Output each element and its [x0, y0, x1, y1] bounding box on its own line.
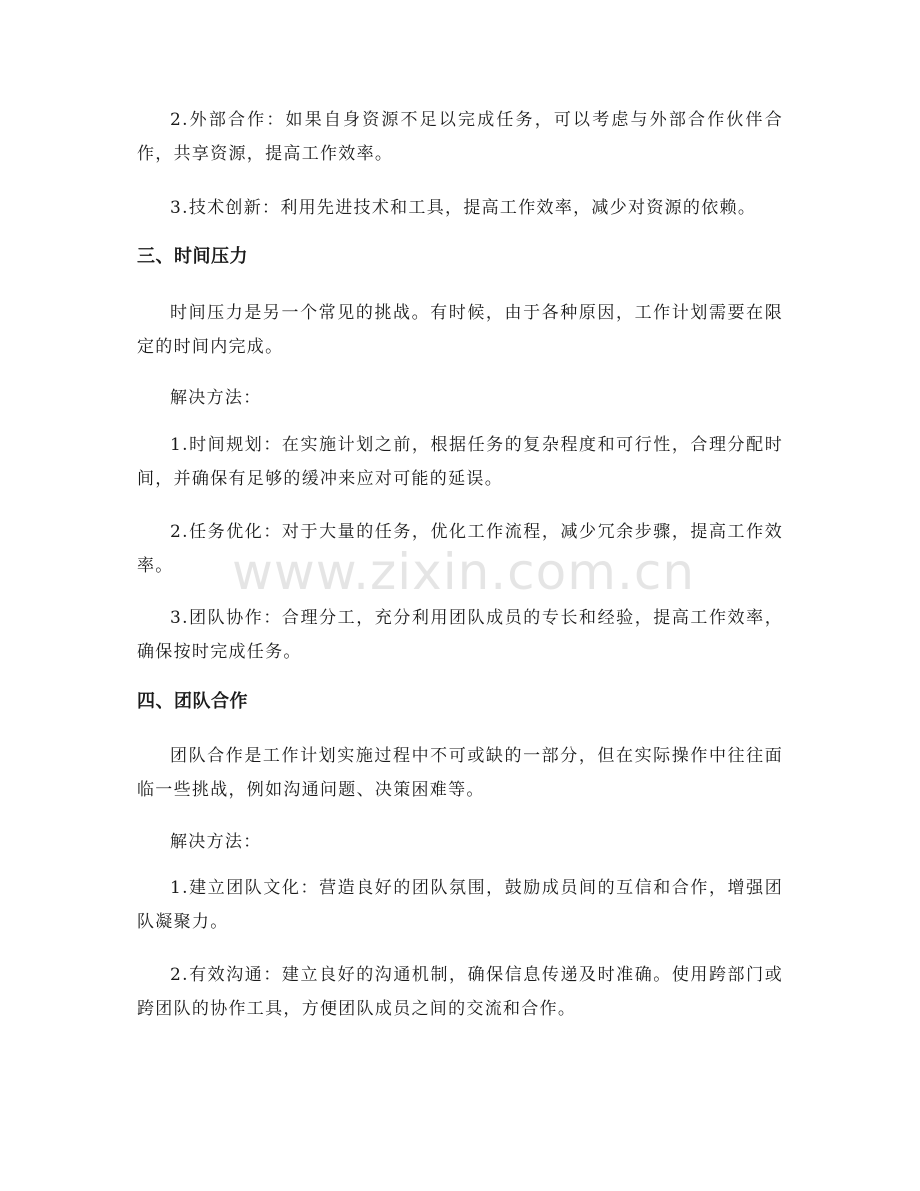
- paragraph-task-optimization: 2.任务优化：对于大量的任务，优化工作流程，减少冗余步骤，提高工作效率。: [137, 522, 783, 576]
- paragraph-effective-communication: 2.有效沟通：建立良好的沟通机制，确保信息传递及时准确。使用跨部门或跨团队的协作工具，方便团队成员之间的交流和合作。: [137, 965, 783, 1019]
- paragraph-time-pressure-intro: 时间压力是另一个常见的挑战。有时候，由于各种原因，工作计划需要在限定的时间内完成。: [137, 303, 783, 357]
- watermark-text: www.zixin.com.cn: [232, 543, 696, 601]
- paragraph-external-cooperation: 2.外部合作：如果自身资源不足以完成任务，可以考虑与外部合作伙伴合作，共享资源，提高工作效率。: [137, 110, 783, 164]
- paragraph-solutions-label: 解决方法：: [170, 388, 262, 408]
- paragraph-team-culture: 1.建立团队文化：营造良好的团队氛围，鼓励成员间的互信和合作，增强团队凝聚力。: [137, 878, 783, 932]
- paragraph-solutions-label-2: 解决方法：: [170, 832, 262, 852]
- section-heading-teamwork: 四、团队合作: [137, 691, 248, 712]
- section-heading-time-pressure: 三、时间压力: [137, 246, 248, 267]
- paragraph-tech-innovation: 3.技术创新：利用先进技术和工具，提高工作效率，减少对资源的依赖。: [170, 198, 757, 218]
- paragraph-time-planning: 1.时间规划：在实施计划之前，根据任务的复杂程度和可行性，合理分配时间，并确保有足够的缓冲来应对可能的延误。: [137, 435, 783, 489]
- paragraph-team-collaboration: 3.团队协作：合理分工，充分利用团队成员的专长和经验，提高工作效率，确保按时完成任务。: [137, 608, 783, 662]
- paragraph-teamwork-intro: 团队合作是工作计划实施过程中不可或缺的一部分，但在实际操作中往往面临一些挑战，例如沟通问题、决策困难等。: [137, 746, 783, 800]
